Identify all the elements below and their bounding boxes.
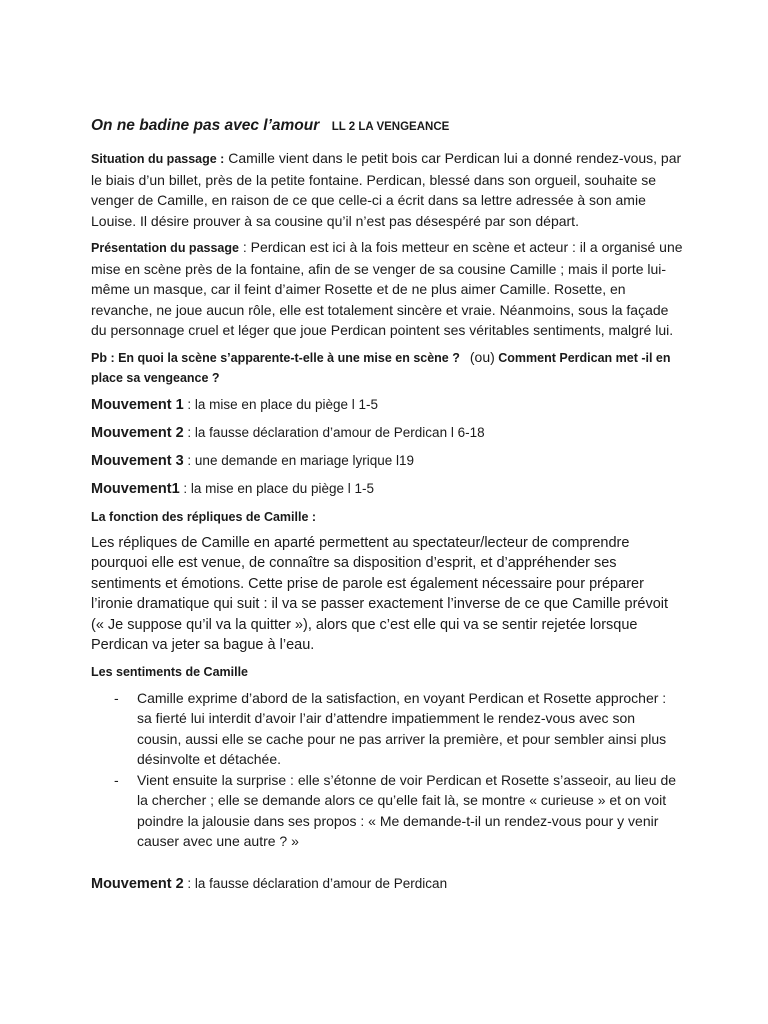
lecture-subtitle: LL 2 LA VENGEANCE — [331, 121, 450, 133]
mouvement-label: Mouvement 3 — [91, 452, 184, 469]
list-item-text: Camille exprime d’abord de la satisfaction, en voyant Perdican et Rosette approcher : sa fierté lui interdit d’avoir l’air d’attendre impatiemment le rendez-vous avec son cousin, aussi elle se cache pour ne pas arriver la première, et pour sembler ainsi plus désinvolte et détachée. — [137, 689, 667, 767]
bullet-dash: - — [114, 771, 119, 788]
fonction-heading: La fonction des répliques de Camille : — [91, 509, 317, 524]
mouvement-2 — [91, 423, 683, 443]
list-item-text: Vient ensuite la surprise : elle s’étonne de voir Perdican et Rosette s’asseoir, au lieu de la chercher ; elle se demande alors ce qu’elle fait là, se montre « curieuse » et on voit poindre la jalousie dans ses propos : « Me demande-t-il un rendez-vous pour y venir causer avec une autre ? » — [137, 771, 677, 849]
problematique-question-2: Comment Perdican met -il en place sa vengeance ? — [91, 350, 671, 385]
problematique-ou: (ou) — [469, 348, 495, 365]
sentiments-list — [91, 688, 683, 852]
mouvement-label: Mouvement1 — [91, 480, 180, 497]
document-page — [91, 116, 683, 902]
mouvement-1 — [91, 395, 683, 415]
presentation-paragraph — [91, 237, 683, 341]
situation-text: Camille vient dans le petit bois car Perdican lui a donné rendez-vous, par le biais d’un billet, près de la petite fontaine. Perdican, blessé dans son orgueil, souhaite se venger de Camille, en raison de ce que celle-ci a écrit dans sa lettre adressée à son amie Louise. Il désire prouver à sa cousine qu’il n’est pas désespéré par son départ. — [91, 150, 682, 229]
sentiments-heading: Les sentiments de Camille — [91, 664, 249, 679]
situation-label: Situation du passage : — [91, 152, 225, 166]
situation-paragraph — [91, 148, 683, 231]
fonction-paragraph: Les répliques de Camille en aparté permettent au spectateur/lecteur de comprendre pourquoi elle est venue, de connaître sa disposition d’esprit, et d’appréhender ses sentiments et émotions. Cette prise de parole est également nécessaire pour préparer l’ironie dramatique qui suit : il va se passer exactement l’inverse de ce que Camille prévoit (« Je suppose qu’il va la quitter »), alors que c’est elle qui va se sentir rejetée lorsque Perdican va jeter sa bague à l’eau. — [91, 534, 669, 653]
play-title: On ne badine pas avec l’amour — [91, 117, 320, 134]
bullet-dash: - — [114, 689, 119, 706]
mouvement-text: : la fausse déclaration d’amour de Perdican l 6-18 — [183, 424, 485, 440]
mouvement-text: : la fausse déclaration d’amour de Perdican — [183, 875, 448, 891]
presentation-text: : Perdican est ici à la fois metteur en scène et acteur : il a organisé une mise en scène près de la fontaine, afin de se venger de sa cousine Camille ; mais il porte lui-même un masque, car il feint d’aimer Rosette et de ne plus aimer Camille. Rosette, en revanche, ne joue aucun rôle, elle est totalement sincère et vraie. Néanmoins, sous la façade du personnage cruel et léger que joue Perdican pointent ses véritables sentiments, malgré lui. — [91, 239, 683, 338]
mouvement-3 — [91, 451, 683, 471]
problematique-question-1: Pb : En quoi la scène s’apparente-t-elle à une mise en scène ? — [91, 350, 460, 365]
problematique — [91, 347, 683, 388]
document-title — [91, 116, 683, 137]
mouvement-text: : une demande en mariage lyrique l19 — [183, 452, 415, 468]
list-item — [114, 770, 683, 852]
mouvement-label: Mouvement 1 — [91, 396, 184, 413]
mouvement-label: Mouvement 2 — [91, 875, 184, 892]
mouvement-text: : la mise en place du piège l 1-5 — [179, 480, 375, 496]
list-item — [114, 688, 683, 770]
mouvement-label: Mouvement 2 — [91, 424, 184, 441]
mouvement-text: : la mise en place du piège l 1-5 — [183, 396, 379, 412]
mouvement-2-section — [91, 874, 683, 894]
presentation-label: Présentation du passage — [91, 241, 239, 255]
mouvement-1-section — [91, 479, 683, 499]
